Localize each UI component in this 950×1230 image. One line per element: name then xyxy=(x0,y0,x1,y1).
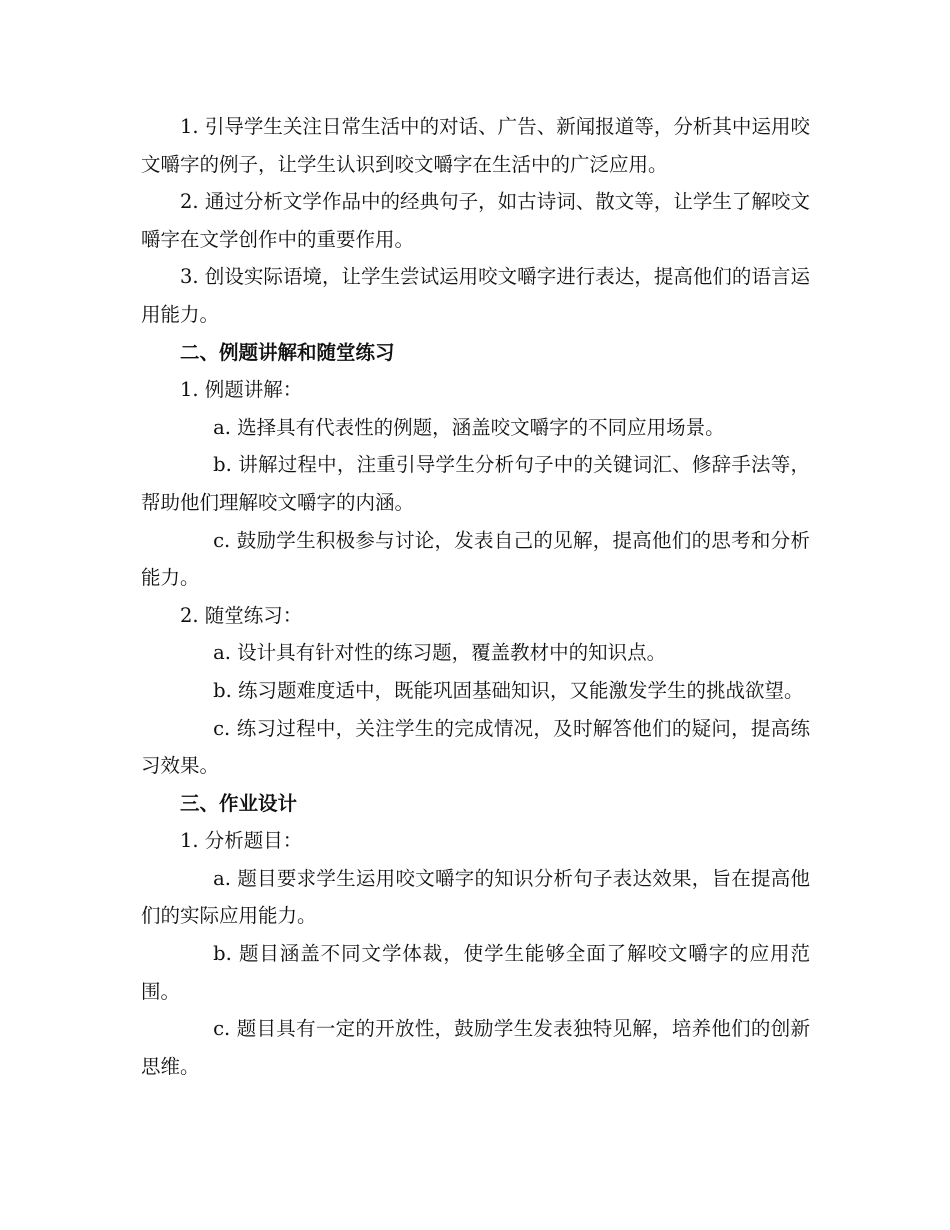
list-item-practice-c: c. 练习过程中，关注学生的完成情况，及时解答他们的疑问，提高练习效果。 xyxy=(141,716,810,778)
subheading-class-practice: 2. 随堂练习： xyxy=(180,603,303,627)
list-item-example-c: c. 鼓励学生积极参与讨论，发表自己的见解，提高他们的思考和分析能力。 xyxy=(141,528,810,590)
list-item-homework-b: b. 题目涵盖不同文学体裁，使学生能够全面了解咬文嚼字的应用范围。 xyxy=(141,942,810,1003)
subheading-analyze-questions: 1. 分析题目： xyxy=(180,829,303,853)
list-item-example-b: b. 讲解过程中，注重引导学生分析句子中的关键词汇、修辞手法等，帮助他们理解咬文嚼字的内涵。 xyxy=(141,453,810,514)
section-heading-homework: 三、作业设计 xyxy=(180,791,298,815)
paragraph-analyze-literature: 2. 通过分析文学作品中的经典句子，如古诗词、散文等，让学生了解咬文嚼字在文学创作中的重要作用。 xyxy=(141,190,810,251)
paragraph-guide-daily-life: 1. 引导学生关注日常生活中的对话、广告、新闻报道等，分析其中运用咬文嚼字的例子，让学生认识到咬文嚼字在生活中的广泛应用。 xyxy=(141,115,810,176)
list-item-practice-b: b. 练习题难度适中，既能巩固基础知识，又能激发学生的挑战欲望。 xyxy=(213,678,804,702)
list-item-homework-c: c. 题目具有一定的开放性，鼓励学生发表独特见解，培养他们的创新思维。 xyxy=(141,1017,810,1078)
subheading-example-explanation: 1. 例题讲解： xyxy=(180,378,303,402)
paragraph-create-context: 3. 创设实际语境，让学生尝试运用咬文嚼字进行表达，提高他们的语言运用能力。 xyxy=(141,265,810,326)
list-item-example-a: a. 选择具有代表性的例题，涵盖咬文嚼字的不同应用场景。 xyxy=(213,415,725,439)
list-item-practice-a: a. 设计具有针对性的练习题，覆盖教材中的知识点。 xyxy=(213,641,667,665)
list-item-homework-a: a. 题目要求学生运用咬文嚼字的知识分析句子表达效果，旨在提高他们的实际应用能力。 xyxy=(141,866,810,928)
section-heading-examples-practice: 二、例题讲解和随堂练习 xyxy=(180,340,395,364)
